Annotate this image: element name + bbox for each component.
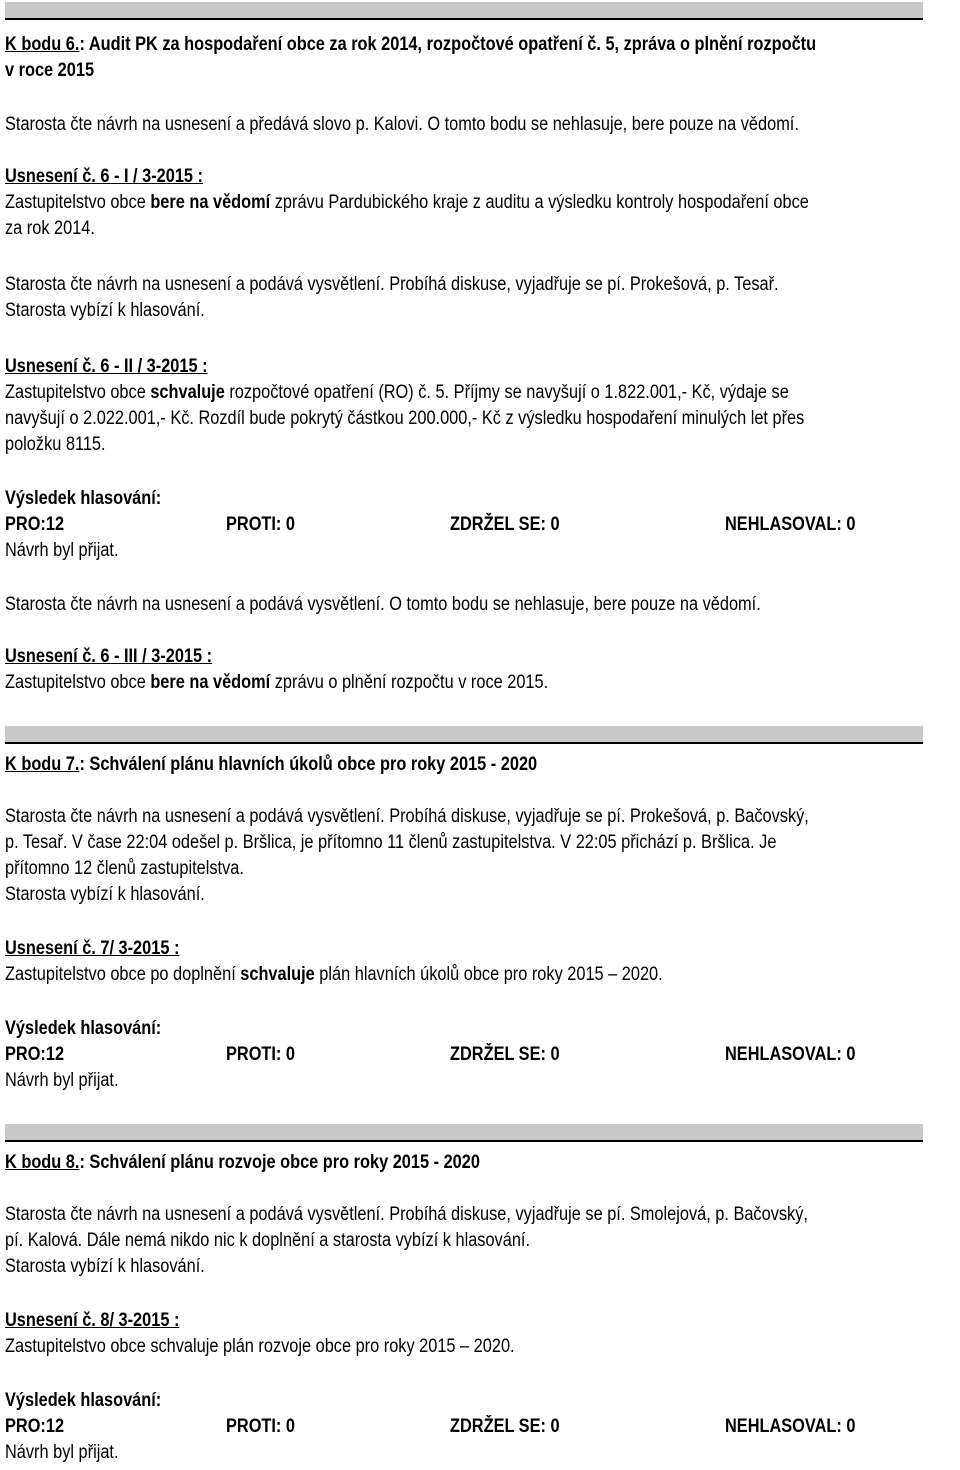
item6-resolution1-line2: za rok 2014. [5,218,95,239]
item6-heading-prefix: K bodu 6. [5,34,80,55]
item7-vote-label: Výsledek hlasování: [5,1018,162,1039]
item6-heading [5,32,960,58]
item7-resolution-text: Zastupitelstvo obce po doplnění schvaluje plán hlavních úkolů obce pro roky 2015 – 2020. [5,964,663,985]
item6-resolution2-label: Usnesení č. 6 - II / 3-2015 : [5,356,208,377]
item6-vote-abstain: ZDRŽEL SE: 0 [450,514,560,535]
item8-vote-for: PRO:12 [5,1416,65,1437]
item8-intro-line1: Starosta čte návrh na usnesení a podává vysvětlení. Probíhá diskuse, vyjadřuje se pí. Smolejová, p. Bačovský, [5,1204,808,1225]
item6-vote-result: Návrh byl přijat. [5,540,119,561]
item7-heading-text: : Schválení plánu hlavních úkolů obce pro roky 2015 - 2020 [79,754,538,775]
item6-heading-text: : Audit PK za hospodaření obce za rok 2014, rozpočtové opatření č. 5, zpráva o plnění rozpočtu [79,34,817,55]
item8-vote-result: Návrh byl přijat. [5,1442,119,1463]
item7-heading [5,752,960,778]
item6-intro2: Starosta čte návrh na usnesení a podává vysvětlení. Probíhá diskuse, vyjadřuje se pí. Prokešová, p. Tesař. [5,274,779,295]
item6-vote-for: PRO:12 [5,514,65,535]
item8-vote-label: Výsledek hlasování: [5,1390,162,1411]
section-rule [5,2,923,20]
item8-resolution-label: Usnesení č. 8/ 3-2015 : [5,1310,180,1331]
item6-resolution3-label: Usnesení č. 6 - III / 3-2015 : [5,646,213,667]
item8-heading [5,1150,960,1176]
item7-vote-result: Návrh byl přijat. [5,1070,119,1091]
item6-resolution3-text: Zastupitelstvo obce bere na vědomí zprávu o plnění rozpočtu v roce 2015. [5,672,549,693]
section-rule [5,726,923,744]
item7-vote-for: PRO:12 [5,1044,65,1065]
item6-resolution1-text: Zastupitelstvo obce bere na vědomí zprávu Pardubického kraje z auditu a výsledku kontroly hospodaření obce [5,192,809,213]
section-rule [5,1124,923,1142]
item7-heading-prefix: K bodu 7. [5,754,80,775]
item7-intro-line1: Starosta čte návrh na usnesení a podává vysvětlení. Probíhá diskuse, vyjadřuje se pí. Prokešová, p. Bačovský, [5,806,809,827]
item7-intro-line2: p. Tesař. V čase 22:04 odešel p. Bršlica, je přítomno 11 členů zastupitelstva. V 22:05 přichází p. Bršlica. Je [5,832,777,853]
item8-intro-line3: Starosta vybízí k hlasování. [5,1256,205,1277]
item7-intro-line4: Starosta vybízí k hlasování. [5,884,205,905]
item8-heading-text: : Schválení plánu rozvoje obce pro roky 2015 - 2020 [79,1152,480,1173]
item8-resolution-text: Zastupitelstvo obce schvaluje plán rozvoje obce pro roky 2015 – 2020. [5,1336,515,1357]
item8-vote-against: PROTI: 0 [226,1416,296,1437]
item8-heading-prefix: K bodu 8. [5,1152,80,1173]
item6-resolution2-line3: položku 8115. [5,434,106,455]
item6-vote-novote: NEHLASOVAL: 0 [725,514,856,535]
item6-vote-label: Výsledek hlasování: [5,488,162,509]
item6-intro3: Starosta čte návrh na usnesení a podává vysvětlení. O tomto bodu se nehlasuje, bere pouze na vědomí. [5,594,761,615]
item7-vote-novote: NEHLASOVAL: 0 [725,1044,856,1065]
item8-vote-novote: NEHLASOVAL: 0 [725,1416,856,1437]
item8-intro-line2: pí. Kalová. Dále nemá nikdo nic k doplnění a starosta vybízí k hlasování. [5,1230,530,1251]
item7-vote-abstain: ZDRŽEL SE: 0 [450,1044,560,1065]
item8-vote-abstain: ZDRŽEL SE: 0 [450,1416,560,1437]
item6-resolution1-label: Usnesení č. 6 - I / 3-2015 : [5,166,203,187]
item6-intro2-line2: Starosta vybízí k hlasování. [5,300,205,321]
item6-vote-against: PROTI: 0 [226,514,296,535]
item7-resolution-label: Usnesení č. 7/ 3-2015 : [5,938,180,959]
item6-resolution2-line2: navyšují o 2.022.001,- Kč. Rozdíl bude pokrytý částkou 200.000,- Kč z výsledku hospodaření minulých let přes [5,408,805,429]
item6-intro1: Starosta čte návrh na usnesení a předává slovo p. Kalovi. O tomto bodu se nehlasuje, bere pouze na vědomí. [5,114,799,135]
item7-intro-line3: přítomno 12 členů zastupitelstva. [5,858,244,879]
item6-heading-line2: v roce 2015 [5,60,95,81]
item7-vote-against: PROTI: 0 [226,1044,296,1065]
item6-resolution2-text: Zastupitelstvo obce schvaluje rozpočtové opatření (RO) č. 5. Příjmy se navyšují o 1.822.001,- Kč, výdaje se [5,382,789,403]
